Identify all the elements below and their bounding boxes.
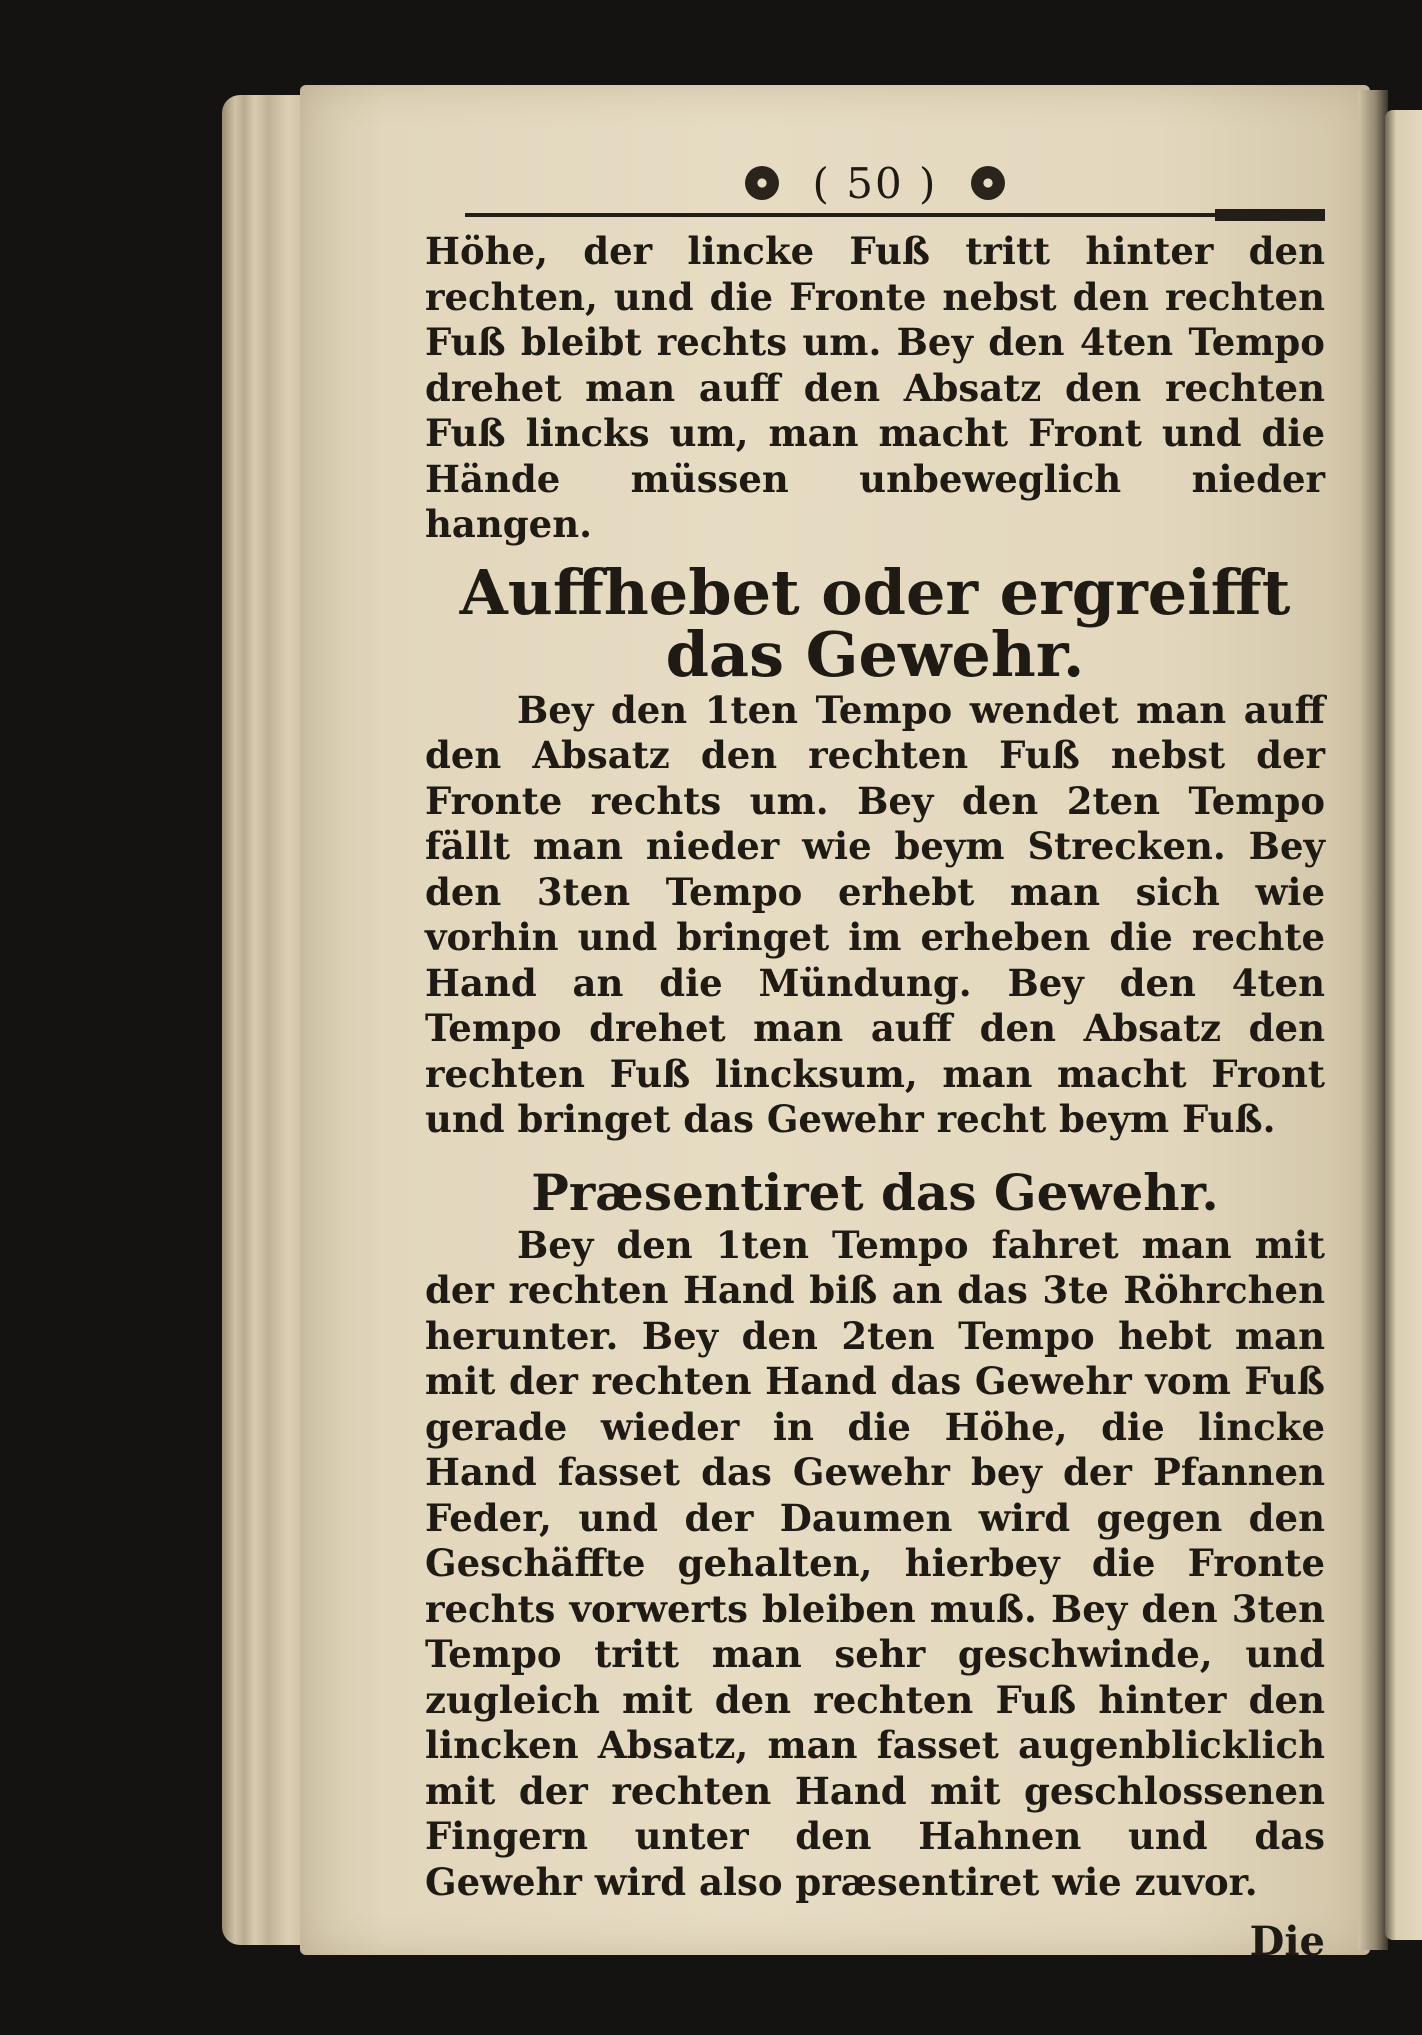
page-header bbox=[425, 155, 1325, 215]
page-content bbox=[425, 155, 1325, 1965]
section-heading-praesentiret: Præsentiret das Gewehr. bbox=[531, 1162, 1219, 1222]
header-rule bbox=[465, 213, 1325, 217]
catchword: Die bbox=[1249, 1918, 1325, 1965]
paragraph-praesentiret: Bey den 1ten Tempo fahret man mit der rechten Hand biß an das 3te Röhrchen herunter. Bey den 2ten Tempo hebt man mit der rechten Hand das Gewehr vom Fuß gerade wieder in die Höhe, die lincke Hand fasset das Gewehr bey der Pfannen Feder, und der Daumen wird gegen den Geschäffte gehalten, hierbey die Fronte rechts vorwerts bleiben muß. Bey den 3ten Tempo tritt man sehr geschwinde, und zugleich mit den rechten Fuß hinter den lincken Absatz, man fasset augenblicklich mit der rechten Hand mit geschlossenen Fingern unter den Hahnen und das Gewehr wird also præsentiret wie zuvor. bbox=[425, 1222, 1325, 1904]
flower-ornament-icon bbox=[745, 166, 779, 200]
section-heading-auffhebet: Auffhebet oder ergreifft das Gewehr. bbox=[459, 555, 1291, 691]
facing-page-edge bbox=[1385, 110, 1422, 1940]
header-rule-thick bbox=[1215, 209, 1325, 221]
page-number: ( 50 ) bbox=[812, 158, 938, 208]
flower-ornament-icon bbox=[971, 166, 1005, 200]
paragraph-auffhebet: Bey den 1ten Tempo wendet man auff den Absatz den rechten Fuß nebst der Fronte rechts um. Bey den 2ten Tempo fällt man nieder wie beym Strecken. Bey den 3ten Tempo erhebt man sich wie vorhin und bringet im erheben die rechte Hand an die Mündung. Bey den 4ten Tempo drehet man auff den Absatz den rechten Fuß lincksum, man macht Front und bringet das Gewehr recht beym Fuß. bbox=[425, 687, 1325, 1141]
book-gutter bbox=[1358, 90, 1388, 1950]
paragraph-continuation: Höhe, der lincke Fuß tritt hinter den rechten, und die Fronte nebst den rechten Fuß bleibt rechts um. Bey den 4ten Tempo drehet man auff den Absatz den rechten Fuß lincks um, man macht Front und die Hände müssen unbeweglich nieder hangen. bbox=[425, 229, 1325, 546]
